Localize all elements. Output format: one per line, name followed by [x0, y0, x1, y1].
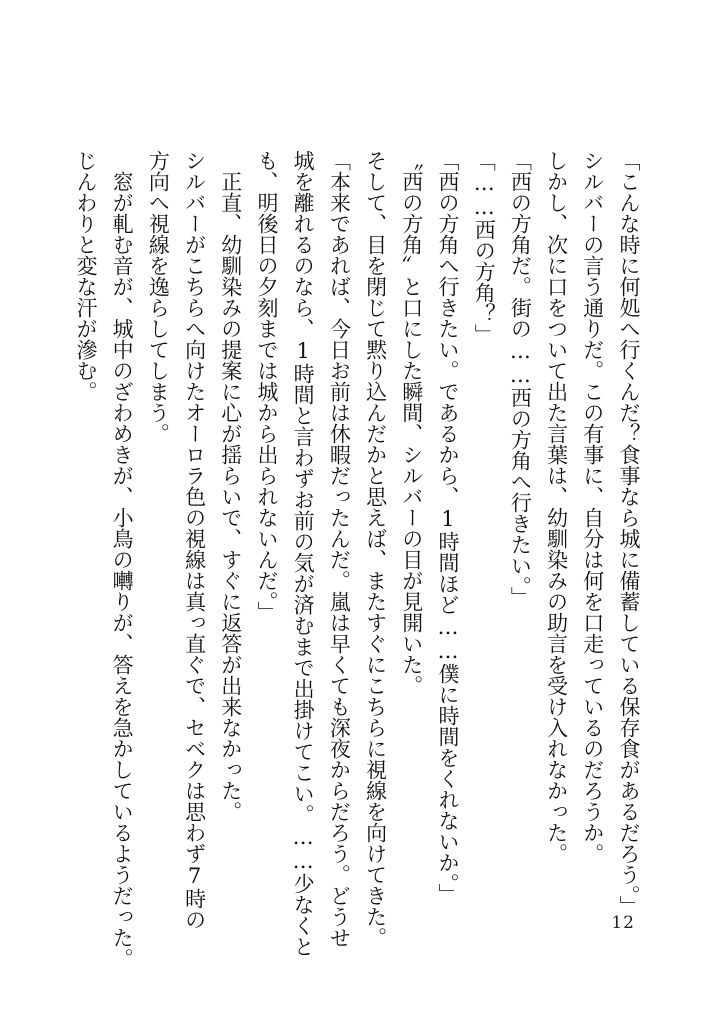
- text-line: 方向へ視線を逸らしてしまう。: [146, 150, 171, 444]
- text-line: 「こんな時に何処へ行くんだ？食事なら城に備蓄している保存食があるだろう。」: [617, 150, 641, 917]
- text-line: 正直、幼馴染みの提案に心が揺らいで、すぐに返答が出来なかった。: [218, 150, 243, 822]
- text-line: しかし、次に口をついて出た言葉は、幼馴染みの助言を受け入れなかった。: [544, 150, 569, 864]
- text-line: 窓が軋む音が、城中のざわめきが、小鳥の囀りが、答えを急かしているようだった。: [110, 150, 135, 969]
- text-line: じんわりと変な汗が滲む。: [73, 150, 98, 402]
- text-line: 城を離れるのなら、1時間と言わずお前の気が済むまで出掛けてこい。……少なくと: [291, 150, 316, 957]
- text-line: 「西の方角へ行きたい。であるから、1時間ほど……僕に時間をくれないか。」: [435, 150, 460, 905]
- text-line: 〝西の方角〟と口にした瞬間、シルバーの目が見開いた。: [399, 150, 424, 696]
- text-line: そして、目を閉じて黙り込んだかと思えば、またすぐにこちらに視線を向けてきた。: [363, 150, 388, 948]
- text-line: シルバーがこちらへ向けたオーロラ色の視線は真っ直ぐで、セベクは思わず7時の: [182, 150, 207, 930]
- text-line: 「本来であれば、今日お前は休暇だったんだ。嵐は早くても深夜からだろう。どうせ: [327, 150, 352, 948]
- page-number: 12: [611, 913, 635, 933]
- text-line: 「西の方角だ。街の……西の方角へ行きたい。」: [508, 150, 533, 608]
- text-line: シルバーの言う通りだ。この有事に、自分は何を口走っているのだろうか。: [580, 150, 605, 864]
- text-line: も、明後日の夕刻までは城から出られないんだ。」: [254, 150, 279, 623]
- text-line: 「……西の方角？」: [472, 150, 497, 345]
